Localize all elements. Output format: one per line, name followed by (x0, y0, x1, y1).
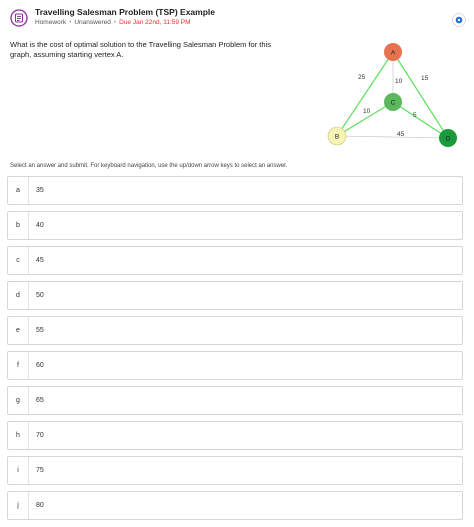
option-letter: g (8, 387, 29, 414)
option-letter: i (8, 457, 29, 484)
option-letter: a (8, 177, 29, 204)
option-text: 75 (36, 467, 44, 474)
homework-icon (10, 9, 28, 27)
option-text: 60 (36, 362, 44, 369)
option-text: 70 (36, 432, 44, 439)
answer-option-d[interactable] (7, 281, 463, 310)
option-letter: f (8, 352, 29, 379)
answer-option-g[interactable] (7, 386, 463, 415)
info-icon[interactable] (452, 13, 466, 27)
option-letter: c (8, 247, 29, 274)
answer-option-b[interactable] (7, 211, 463, 240)
option-text: 80 (36, 502, 44, 509)
assignment-meta (35, 19, 191, 26)
option-text: 65 (36, 397, 44, 404)
weight-c-d: 5 (413, 112, 417, 119)
node-a-label: A (390, 49, 396, 57)
weight-a-c: 10 (395, 78, 403, 85)
weight-a-d: 15 (421, 75, 429, 82)
option-text: 45 (36, 257, 44, 264)
assignment-header (8, 4, 466, 30)
node-d-label: D (445, 135, 451, 143)
status-text: Unanswered (74, 19, 111, 26)
separator-dot: • (69, 19, 72, 26)
option-letter: e (8, 317, 29, 344)
weight-b-c: 10 (363, 108, 371, 115)
answer-option-f[interactable] (7, 351, 463, 380)
edge-b-d (337, 136, 448, 138)
weight-a-b: 25 (358, 74, 366, 81)
answer-option-a[interactable] (7, 176, 463, 205)
answer-option-i[interactable] (7, 456, 463, 485)
node-b-label: B (334, 133, 340, 141)
answer-instructions: Select an answer and submit. For keyboard navigation, use the up/down arrow keys to select an answer. (10, 163, 288, 169)
option-text: 50 (36, 292, 44, 299)
node-c-label: C (390, 99, 396, 107)
answer-option-h[interactable] (7, 421, 463, 450)
option-text: 55 (36, 327, 44, 334)
page-title: Travelling Salesman Problem (TSP) Example (35, 7, 215, 17)
due-date: Due Jan 22nd, 11:59 PM (119, 19, 191, 26)
answer-option-c[interactable] (7, 246, 463, 275)
answer-option-e[interactable] (7, 316, 463, 345)
weight-b-d: 45 (397, 131, 405, 138)
answer-option-j[interactable] (7, 491, 463, 520)
question-text: What is the cost of optimal solution to the Travelling Salesman Problem for this graph, assuming starting vertex A. (10, 40, 271, 59)
tsp-graph (326, 40, 466, 152)
option-letter: j (8, 492, 29, 519)
assignment-type: Homework (35, 19, 67, 26)
separator-dot: • (113, 19, 117, 26)
option-letter: d (8, 282, 29, 309)
option-letter: b (8, 212, 29, 239)
option-letter: h (8, 422, 29, 449)
answer-options (7, 176, 463, 526)
option-text: 35 (36, 187, 44, 194)
option-text: 40 (36, 222, 44, 229)
edge-a-d (390, 52, 448, 138)
edge-a-b (337, 52, 393, 136)
